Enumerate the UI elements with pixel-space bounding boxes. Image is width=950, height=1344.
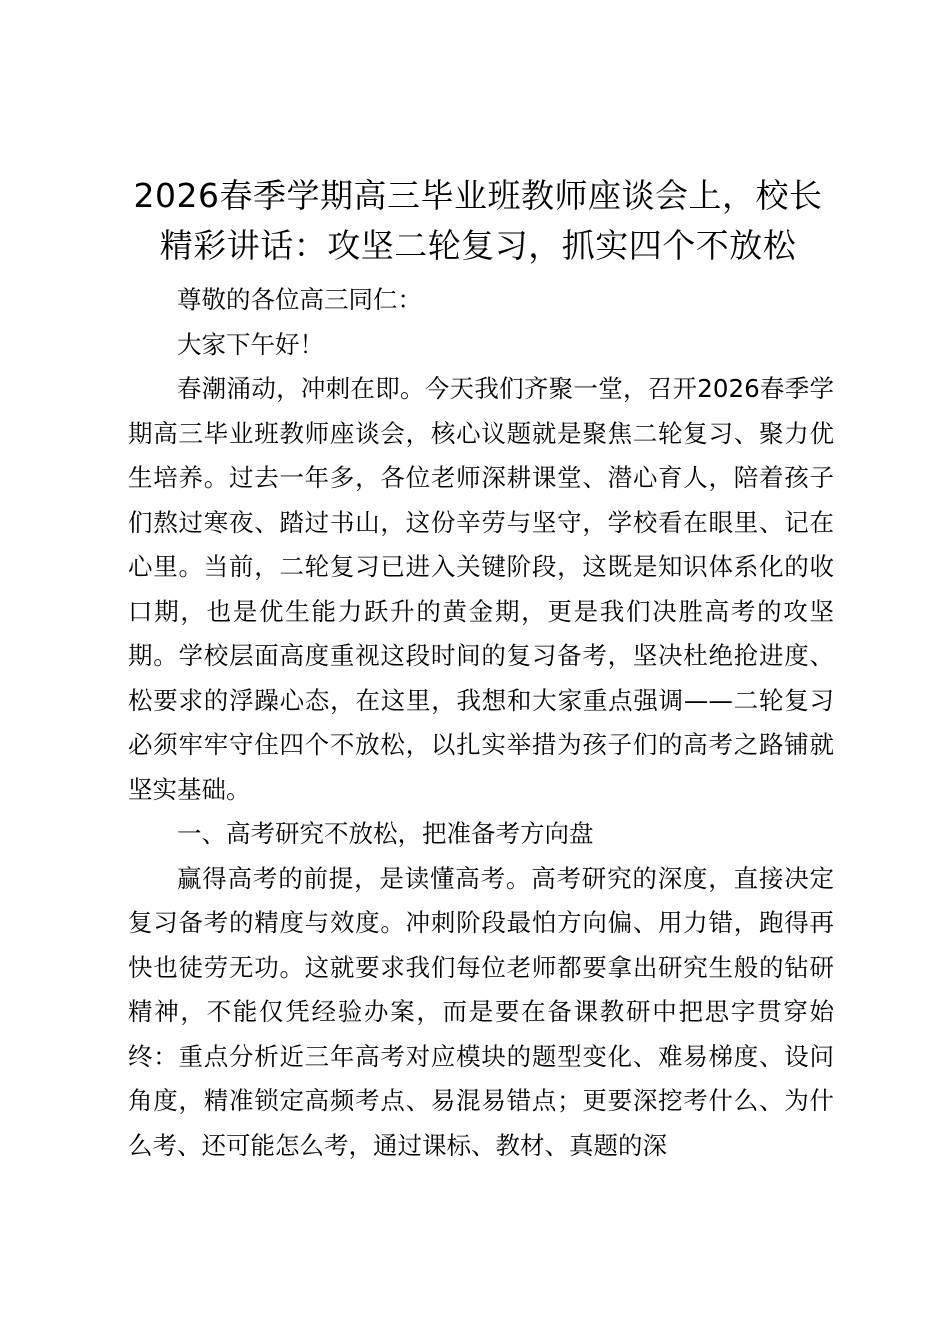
greeting: 大家下午好！ [177, 329, 324, 359]
section-heading-1: 一、高考研究不放松，把准备考方向盘 [177, 819, 594, 848]
salutation: 尊敬的各位高三同仁： [177, 285, 422, 314]
document-title: 2026春季学期高三毕业班教师座谈会上，校长精彩讲话：攻坚二轮复习，抓实四个不放松 [133, 176, 823, 265]
section-1-paragraph: 赢得高考的前提，是读懂高考。高考研究的深度，直接决定复习备考的精度与效度。冲刺阶段最怕方向偏、用力错，跑得再快也徒劳无功。这就要求我们每位老师都要拿出研究生般的钻研精神，不能仅凭经验办案，而是要在备课教研中把思字贯穿始终：重点分析近三年高考对应模块的题型变化、难易梯度、设问角度，精准锁定高频考点、易混易错点；更要深挖考什么、为什么考、还可能怎么考，通过课标、教材、真题的深 [128, 863, 834, 1160]
intro-paragraph: 春潮涌动，冲刺在即。今天我们齐聚一堂，召开2026春季学期高三毕业班教师座谈会，核心议题就是聚焦二轮复习、聚力优生培养。过去一年多，各位老师深耕课堂、潜心育人，陪着孩子们熬过寒夜、踏过书山，这份辛劳与坚守，学校看在眼里、记在心里。当前，二轮复习已进入关键阶段，这既是知识体系化的收口期，也是优生能力跃升的黄金期，更是我们决胜高考的攻坚期。学校层面高度重视这段时间的复习备考，坚决杜绝抢进度、松要求的浮躁心态，在这里，我想和大家重点强调——二轮复习必须牢牢守住四个不放松，以扎实举措为孩子们的高考之路铺就坚实基础。 [128, 374, 834, 804]
document-body [128, 278, 834, 1168]
